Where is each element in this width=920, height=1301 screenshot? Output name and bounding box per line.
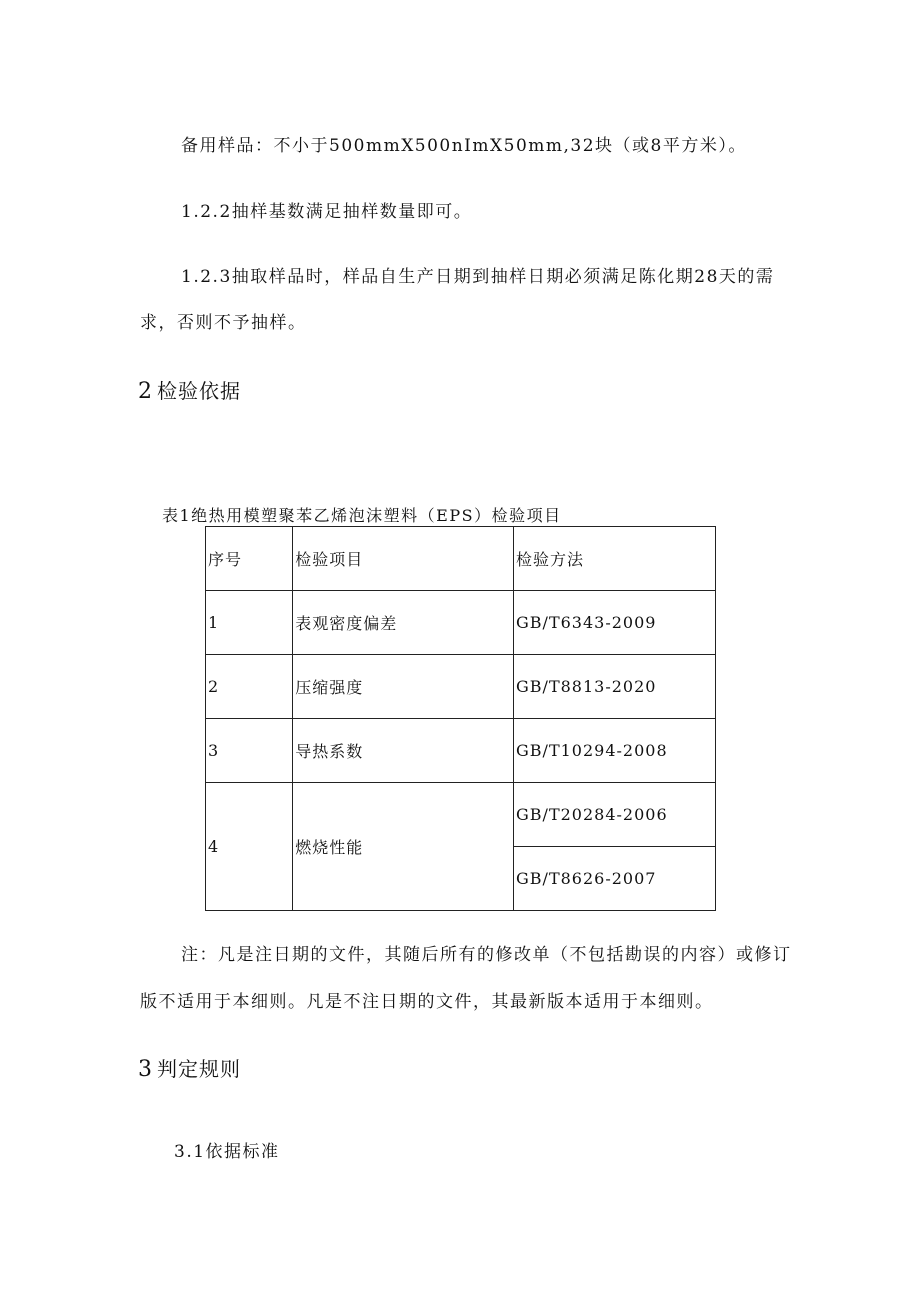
row-number-cell: 1 xyxy=(206,591,293,655)
note-line2: 版不适用于本细则。凡是不注日期的文件，其最新版本适用于本细则。 xyxy=(140,992,714,1012)
paragraph-1-2-2: 1.2.2抽样基数满足抽样数量即可。 xyxy=(181,202,473,222)
table-header-row xyxy=(206,527,716,591)
paragraph-1-2-3-line2: 求，否则不予抽样。 xyxy=(140,313,307,333)
paragraph-spare-samples: 备用样品：不小于500mmX500nImX50mm,32块（或8平方米）。 xyxy=(181,136,747,156)
row-method-cell: GB/T10294-2008 xyxy=(514,719,716,783)
row-number-cell: 4 xyxy=(206,783,293,911)
section-number: 3 xyxy=(138,1057,153,1082)
row-method-cell: GB/T6343-2009 xyxy=(514,591,716,655)
table-caption: 表1绝热用模塑聚苯乙烯泡沫塑料（EPS）检验项目 xyxy=(162,506,562,525)
table-row xyxy=(206,719,716,783)
row-item-cell: 导热系数 xyxy=(293,719,514,783)
row-item-cell: 表观密度偏差 xyxy=(293,591,514,655)
row-number-cell: 2 xyxy=(206,655,293,719)
subsection-3-1: 3.1依据标准 xyxy=(174,1142,280,1162)
row-method-cell: GB/T8813-2020 xyxy=(514,655,716,719)
section-heading-3 xyxy=(138,1053,241,1082)
row-number-cell: 3 xyxy=(206,719,293,783)
table-row xyxy=(206,655,716,719)
header-cell: 序号 xyxy=(206,527,293,591)
row-method-cell: GB/T8626-2007 xyxy=(514,847,716,911)
row-item-cell: 压缩强度 xyxy=(293,655,514,719)
row-item-cell: 燃烧性能 xyxy=(293,783,514,911)
section-heading-2 xyxy=(138,375,241,404)
table-row xyxy=(206,591,716,655)
section-title: 检验依据 xyxy=(157,379,241,403)
note-line1: 注：凡是注日期的文件，其随后所有的修改单（不包括勘误的内容）或修订 xyxy=(181,945,792,965)
table-row xyxy=(206,783,716,847)
section-title: 判定规则 xyxy=(157,1057,241,1081)
section-number: 2 xyxy=(138,379,153,404)
header-cell: 检验方法 xyxy=(514,527,716,591)
paragraph-1-2-3-line1: 1.2.3抽取样品时，样品自生产日期到抽样日期必须满足陈化期28天的需 xyxy=(181,267,775,287)
header-cell: 检验项目 xyxy=(293,527,514,591)
inspection-items-table xyxy=(205,526,716,911)
row-method-cell: GB/T20284-2006 xyxy=(514,783,716,847)
